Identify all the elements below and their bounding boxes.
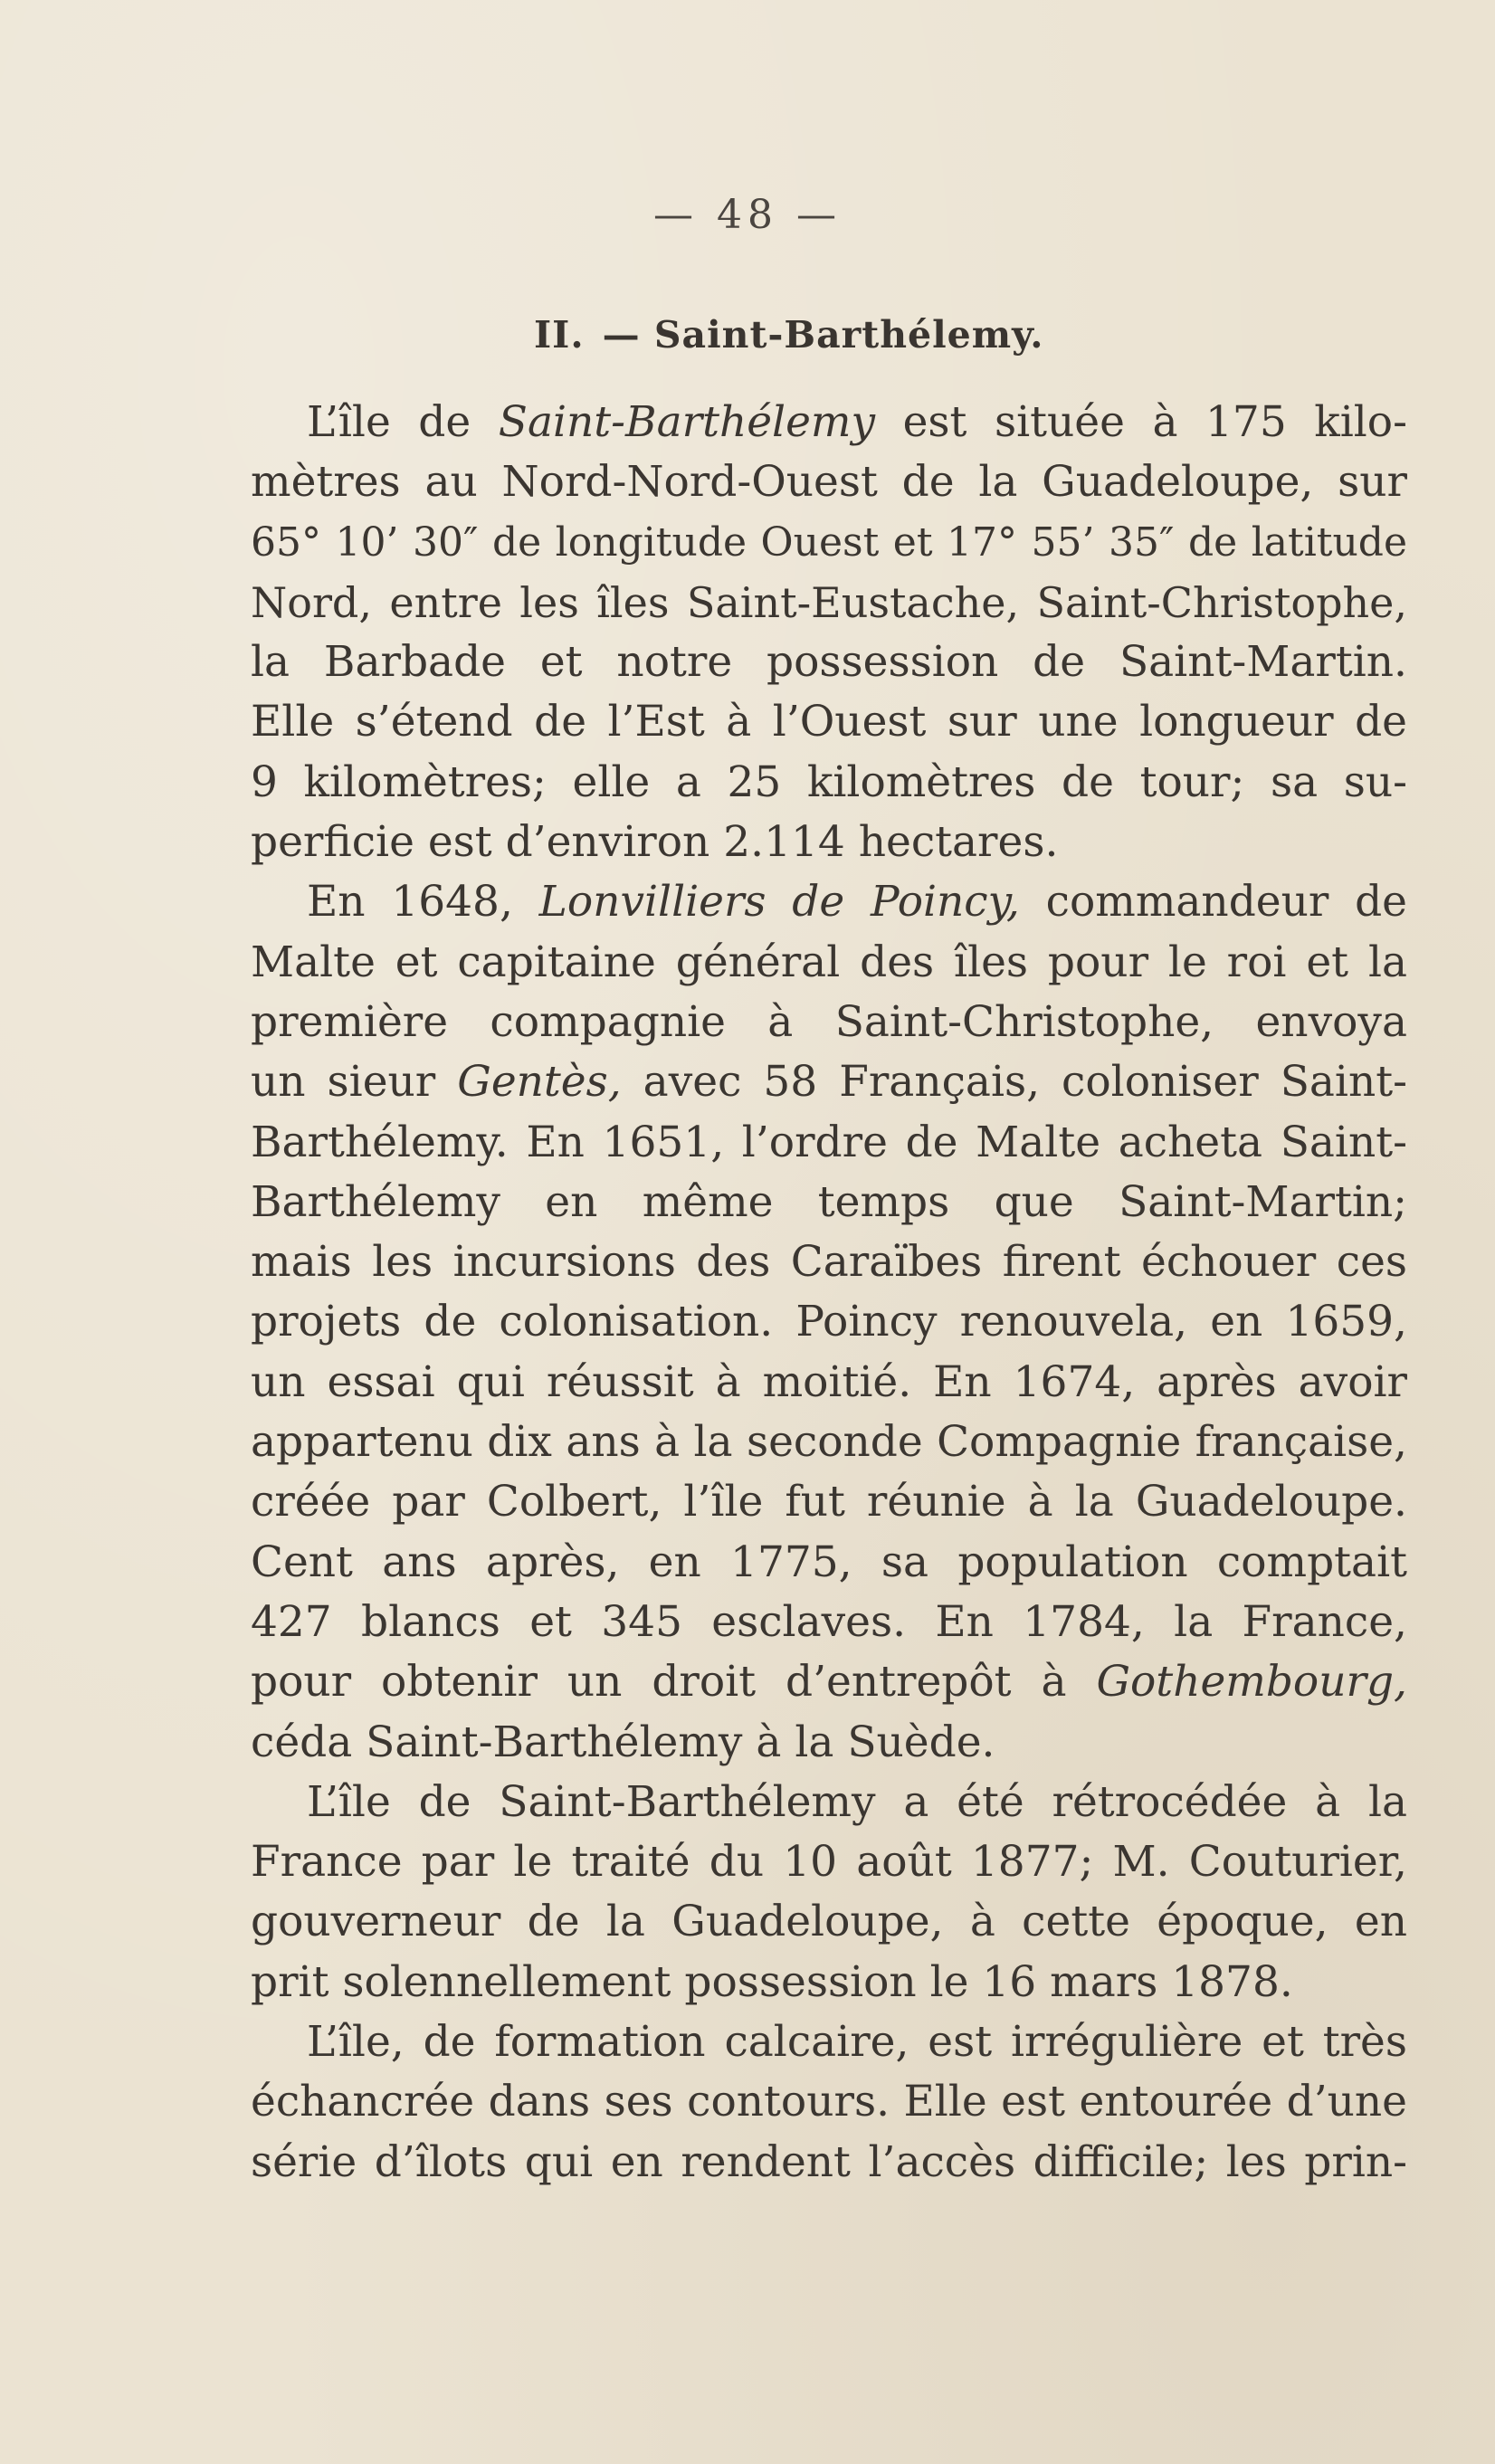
text-line [251, 1713, 1407, 1773]
text-line [251, 1593, 1407, 1652]
line-text: 9 kilomètres; elle a 25 kilomètres de tour; sa su- [251, 756, 1407, 807]
italic-name: Gentès, [457, 1057, 622, 1108]
line-text: 427 blancs et 345 esclaves. En 1784, la France, [251, 1596, 1407, 1647]
text-line [251, 513, 1407, 573]
section-number: II. [534, 313, 585, 357]
line-text: Barthélemy. En 1651, l’ordre de Malte acheta Saint- [251, 1117, 1407, 1167]
line-text: première compagnie à Saint-Christophe, envoya [251, 996, 1407, 1047]
text-line [251, 813, 1407, 872]
line-text: un essai qui réussit à moitié. En 1674, après avoir [251, 1356, 1407, 1407]
text-line [251, 1953, 1407, 2012]
line-text: pour obtenir un droit d’entrepôt à [251, 1657, 1097, 1708]
line-text: série d’îlots qui en rendent l’accès difficile; les prin- [251, 2136, 1407, 2187]
text-line [251, 2072, 1407, 2132]
line-text: créée par Colbert, l’île fut réunie à la Guadeloupe. [251, 1477, 1407, 1527]
text-line [251, 1173, 1407, 1232]
italic-name: Lonvilliers de Poincy, [538, 877, 1020, 928]
line-text: L’île de Saint-Barthélemy a été rétrocédée à la [307, 1776, 1407, 1827]
italic-name: Saint-Barthélemy [498, 397, 876, 447]
line-text: Nord, entre les îles Saint-Eustache, Saint-Christophe, [251, 577, 1407, 627]
italic-name: Gothembourg, [1096, 1657, 1407, 1708]
line-text: prit solennellement possession le 16 mars 1878. [251, 1956, 1293, 2007]
page-number: — 48 — [653, 192, 842, 238]
body-text [251, 393, 1407, 2193]
text-line [251, 2133, 1407, 2193]
text-line [251, 1232, 1407, 1292]
text-line [251, 1892, 1407, 1952]
text-line [251, 1533, 1407, 1593]
line-text: Malte et capitaine général des îles pour le roi et la [251, 937, 1407, 987]
text-line [251, 1472, 1407, 1532]
text-line [251, 393, 1407, 452]
text-line [251, 1113, 1407, 1173]
text-line [251, 692, 1407, 752]
text-line [251, 1832, 1407, 1892]
text-line [251, 872, 1407, 932]
text-line [251, 753, 1407, 813]
line-text: échancrée dans ses contours. Elle est entourée d’une [251, 2077, 1407, 2127]
line-text: En 1648, [307, 877, 539, 928]
line-text: L’île de [307, 397, 499, 447]
text-line [251, 1413, 1407, 1472]
line-text: Cent ans après, en 1775, sa population comptait [251, 1536, 1407, 1587]
section-title: — Saint-Barthélemy. [602, 313, 1044, 357]
text-line [251, 1773, 1407, 1832]
line-text: L’île, de formation calcaire, est irrégulière et très [307, 2017, 1407, 2068]
text-line [251, 2012, 1407, 2072]
text-line [251, 1292, 1407, 1352]
line-text: mètres au Nord-Nord-Ouest de la Guadeloupe, sur [251, 457, 1407, 508]
line-text: gouverneur de la Guadeloupe, à cette époque, en [251, 1897, 1407, 1947]
line-text: projets de colonisation. Poincy renouvela, en 1659, [251, 1297, 1407, 1347]
line-text: Barthélemy en même temps que Saint-Martin; [251, 1176, 1407, 1227]
line-text: céda Saint-Barthélemy à la Suède. [251, 1717, 995, 1767]
line-text: perficie est d’environ 2.114 hectares. [251, 817, 1059, 868]
line-text: France par le traité du 10 août 1877; M. Couturier, [251, 1837, 1407, 1888]
line-text: 65° 10’ 30″ de longitude Ouest et 17° 55’ 35″ de latitude [251, 518, 1407, 566]
line-text: Elle s’étend de l’Est à l’Ouest sur une longueur de [251, 697, 1407, 747]
text-line [251, 573, 1407, 633]
text-line [251, 452, 1407, 512]
text-line [251, 933, 1407, 993]
text-line [251, 1052, 1407, 1112]
text-line [251, 633, 1407, 692]
line-text: mais les incursions des Caraïbes firent échouer ces [251, 1237, 1407, 1288]
text-line [251, 993, 1407, 1052]
text-line [251, 1353, 1407, 1413]
line-text: la Barbade et notre possession de Saint-Martin. [251, 637, 1407, 688]
section-heading [534, 313, 1044, 357]
line-text: un sieur [251, 1057, 458, 1108]
text-line [251, 1652, 1407, 1712]
line-text-after: est située à 175 kilo- [875, 397, 1407, 447]
line-text-after: avec 58 Français, coloniser Saint- [621, 1057, 1407, 1108]
line-text: appartenu dix ans à la seconde Compagnie française, [251, 1417, 1407, 1468]
line-text-after: commandeur de [1019, 877, 1408, 928]
